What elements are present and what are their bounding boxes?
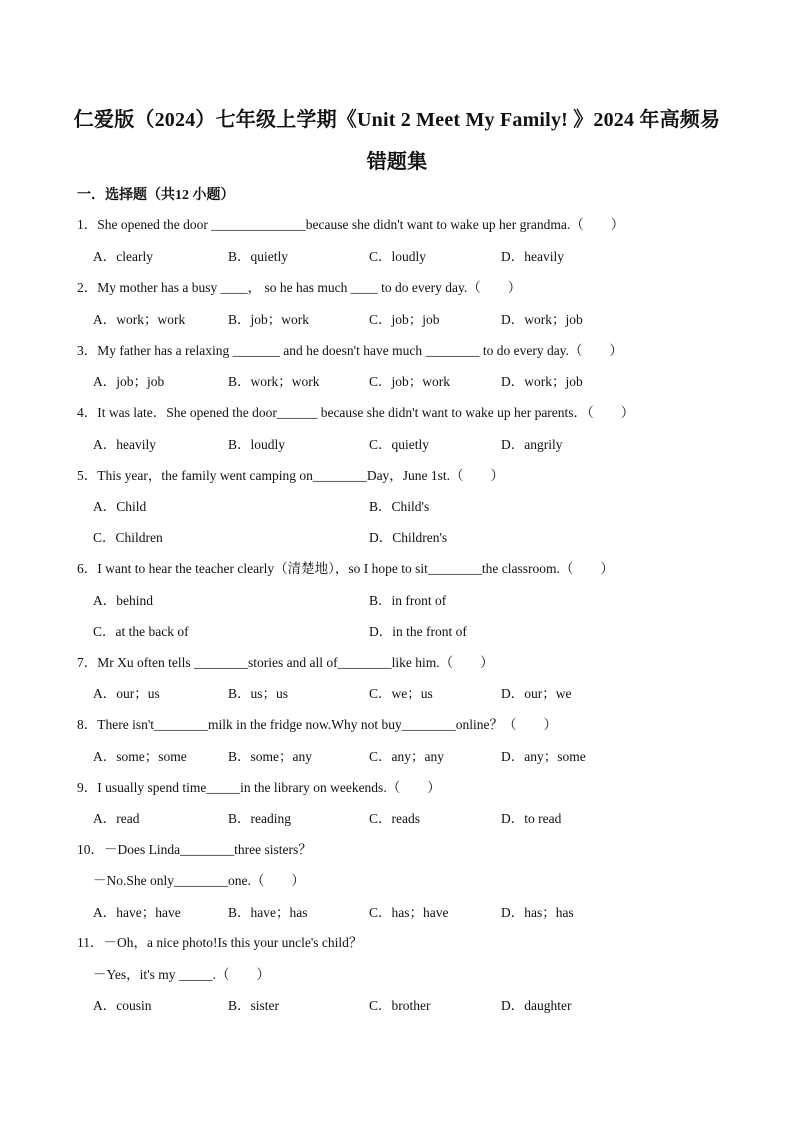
question-8-stem: 8．There isn't________milk in the fridge now.Why not buy________online？（ ） [77,717,558,732]
question-10-option-c: C．has；have [369,905,449,920]
question-3-option-c: C．job；work [369,374,450,389]
question-4-option-d: D．angrily [501,437,563,452]
question-2-stem: 2．My mother has a busy ____， so he has much ____ to do every day.（ ） [77,280,522,295]
question-7-option-b: B．us；us [228,686,289,701]
question-4-option-a: A．heavily [93,437,156,452]
question-5-option-c: C．Children [93,530,163,545]
question-7-option-c: C．we；us [369,686,433,701]
question-2-option-c: C．job；job [369,312,440,327]
question-8-option-b: B．some；any [228,749,312,764]
question-11-stem-reply: －Yes，it's my _____.（ ） [93,967,270,982]
question-1-stem: 1．She opened the door ______________because she didn't want to wake up her grandma.（ ） [77,217,625,232]
question-8-option-c: C．any；any [369,749,444,764]
question-2-option-d: D．work；job [501,312,583,327]
question-5-option-a: A．Child [93,499,147,514]
question-6-option-a: A．behind [93,593,153,608]
question-10-option-b: B．have；has [228,905,308,920]
section-header: 一．选择题（共12 小题） [77,188,235,203]
question-6-option-b: B．in front of [369,593,447,608]
question-6-stem: 6．I want to hear the teacher clearly（清楚地），so I hope to sit________the classroom.（ ） [77,561,614,576]
question-2-option-b: B．job；work [228,312,309,327]
question-1-option-a: A．clearly [93,249,153,264]
question-9-option-c: C．reads [369,811,420,826]
question-5-option-d: D．Children's [369,530,448,545]
question-3-option-d: D．work；job [501,374,583,389]
question-9-stem: 9．I usually spend time_____in the library on weekends.（ ） [77,780,441,795]
question-5-option-b: B．Child's [369,499,430,514]
question-6-option-d: D．in the front of [369,624,467,639]
question-9-option-a: A．read [93,811,140,826]
question-10-stem-reply: －No.She only________one.（ ） [93,873,305,888]
question-6-option-c: C．at the back of [93,624,189,639]
question-10-option-d: D．has；has [501,905,574,920]
question-3-option-b: B．work；work [228,374,320,389]
question-11-stem: 11．－Oh，a nice photo!Is this your uncle's child？ [77,935,363,950]
question-11-option-d: D．daughter [501,998,572,1013]
question-7-option-a: A．our；us [93,686,160,701]
question-4-stem: 4．It was late．She opened the door______ because she didn't want to wake up her parents．（ ） [77,405,635,420]
question-7-option-d: D．our；we [501,686,572,701]
question-5-stem: 5．This year，the family went camping on________Day，June 1st.（ ） [77,468,505,483]
question-7-stem: 7．Mr Xu often tells ________stories and all of________like him.（ ） [77,655,494,670]
question-11-option-a: A．cousin [93,998,152,1013]
question-10-stem: 10．－Does Linda________three sisters？ [77,842,312,857]
question-4-option-c: C．quietly [369,437,429,452]
question-8-option-a: A．some；some [93,749,187,764]
question-8-option-d: D．any；some [501,749,586,764]
question-11-option-c: C．brother [369,998,431,1013]
question-1-option-b: B．quietly [228,249,288,264]
question-9-option-b: B．reading [228,811,291,826]
question-4-option-b: B．loudly [228,437,286,452]
question-1-option-d: D．heavily [501,249,564,264]
document-title-line-1: 仁爱版（2024）七年级上学期《Unit 2 Meet My Family! 》2024 年高频易 [73,109,721,131]
question-11-option-b: B．sister [228,998,280,1013]
document-title-line-2: 错题集 [366,151,428,173]
question-3-option-a: A．job；job [93,374,165,389]
question-10-option-a: A．have；have [93,905,181,920]
question-3-stem: 3．My father has a relaxing _______ and he doesn't have much ________ to do every day.（ ） [77,343,623,358]
question-2-option-a: A．work；work [93,312,186,327]
question-9-option-d: D．to read [501,811,562,826]
question-1-option-c: C．loudly [369,249,427,264]
